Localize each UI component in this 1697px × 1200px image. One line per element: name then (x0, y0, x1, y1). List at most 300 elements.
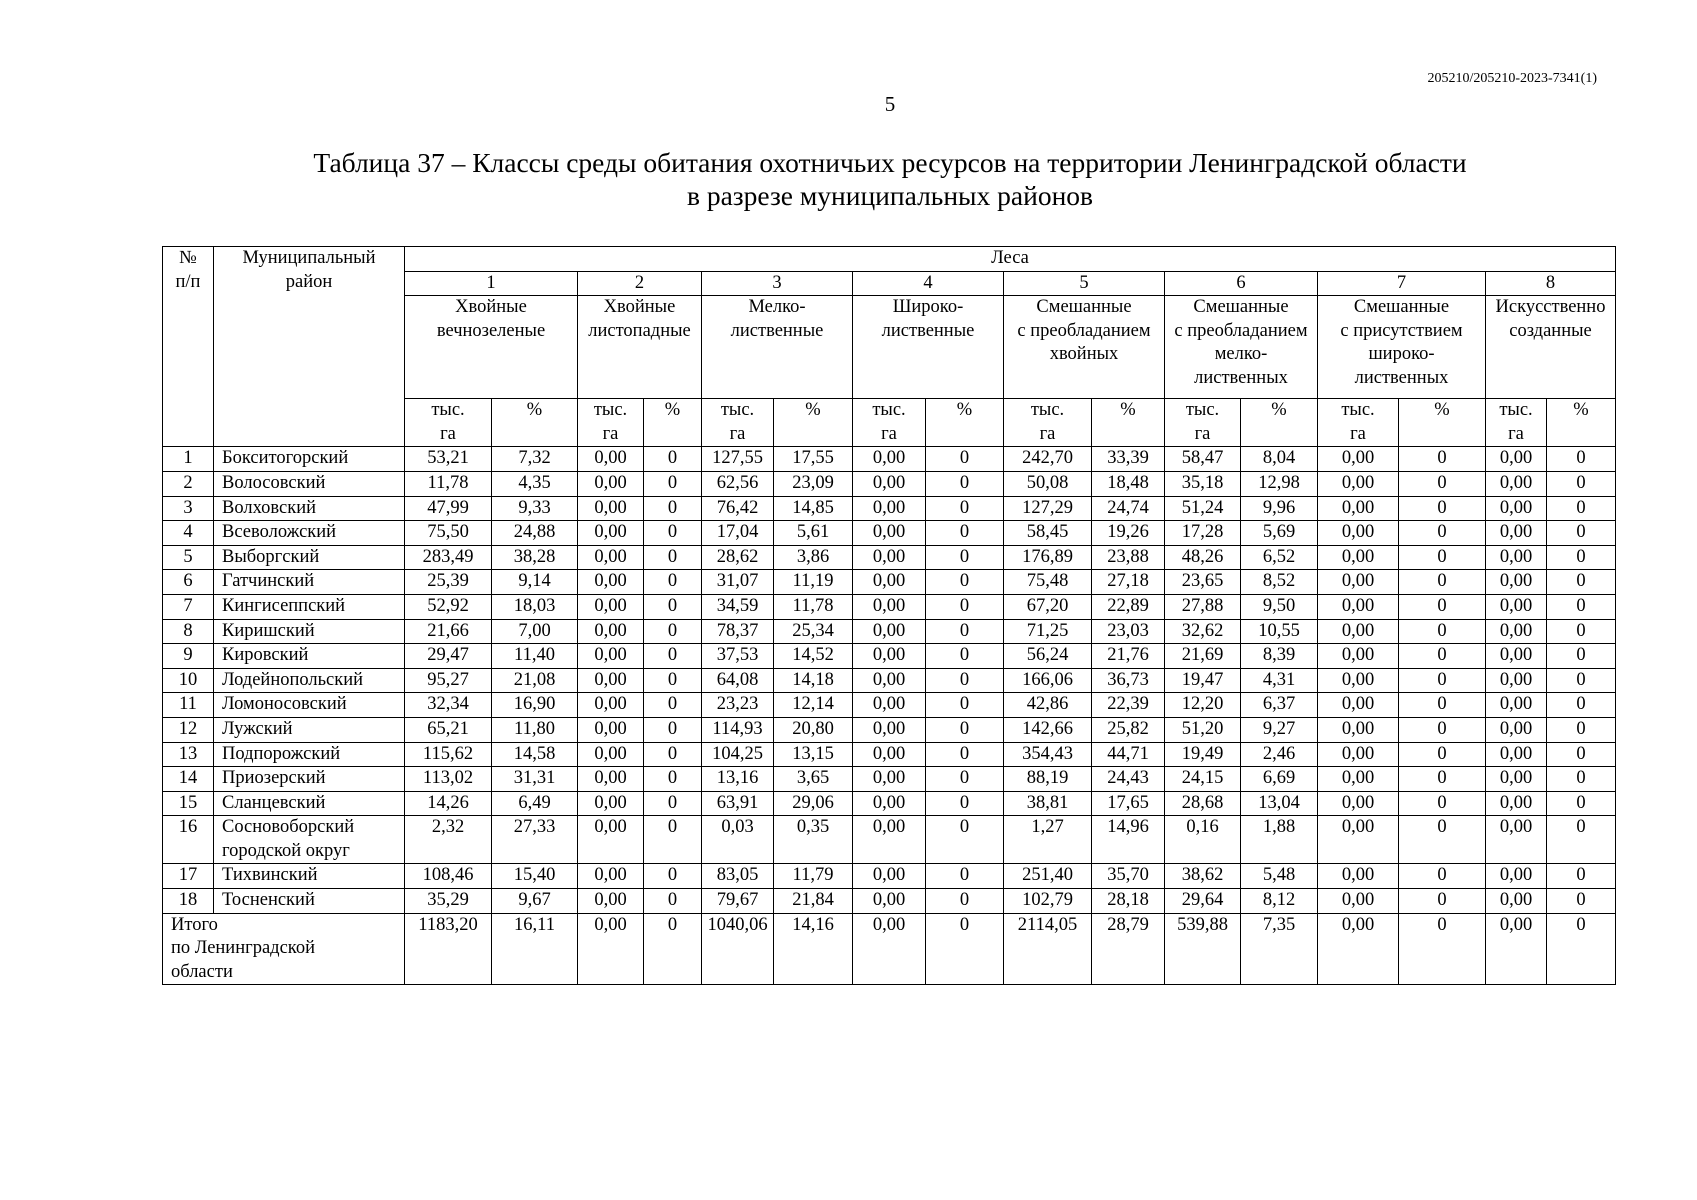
value-cell: 0,00 (1318, 889, 1399, 914)
value-cell: 53,21 (405, 447, 492, 472)
value-cell: 28,62 (702, 545, 774, 570)
class-number: 7 (1318, 271, 1486, 296)
value-cell: 0 (644, 791, 702, 816)
value-cell: 12,14 (774, 693, 853, 718)
value-cell: 22,39 (1092, 693, 1165, 718)
class-number: 4 (853, 271, 1004, 296)
value-cell: 0,00 (1318, 570, 1399, 595)
value-cell: 0,00 (1318, 447, 1399, 472)
district-name: Сланцевский (214, 791, 405, 816)
value-cell: 11,80 (492, 717, 578, 742)
value-cell: 24,74 (1092, 496, 1165, 521)
value-cell: 0,00 (1486, 496, 1547, 521)
unit-percent: % (774, 399, 853, 447)
value-cell: 0,00 (1486, 864, 1547, 889)
total-label: Итого по Ленинградской области (163, 913, 405, 985)
value-cell: 0 (644, 889, 702, 914)
value-cell: 0,00 (853, 742, 926, 767)
row-number: 16 (163, 816, 214, 864)
unit-percent: % (1241, 399, 1318, 447)
class-name: Искусственно созданные (1486, 296, 1616, 399)
value-cell: 0 (926, 471, 1004, 496)
value-cell: 0 (644, 767, 702, 792)
value-cell: 0,00 (1486, 889, 1547, 914)
value-cell: 63,91 (702, 791, 774, 816)
header-forests: Леса (405, 247, 1616, 272)
value-cell: 0,00 (853, 521, 926, 546)
value-cell: 0,00 (1318, 717, 1399, 742)
district-name: Кировский (214, 644, 405, 669)
page-number: 5 (884, 92, 896, 116)
value-cell: 25,82 (1092, 717, 1165, 742)
value-cell: 35,18 (1165, 471, 1241, 496)
value-cell: 0 (1547, 889, 1616, 914)
class-name: Широко- лиственные (853, 296, 1004, 399)
table-row (163, 742, 1616, 767)
unit-area: тыс. га (578, 399, 644, 447)
value-cell: 0,00 (1318, 521, 1399, 546)
table-row (163, 471, 1616, 496)
value-cell: 0,00 (853, 570, 926, 595)
unit-area: тыс. га (702, 399, 774, 447)
value-cell: 15,40 (492, 864, 578, 889)
value-cell: 0,00 (578, 889, 644, 914)
table-row (163, 767, 1616, 792)
value-cell: 14,58 (492, 742, 578, 767)
value-cell: 75,48 (1004, 570, 1092, 595)
value-cell: 0 (1399, 791, 1486, 816)
class-name: Смешанные с присутствием широко- лиственных (1318, 296, 1486, 399)
value-cell: 0,00 (1318, 496, 1399, 521)
value-cell: 0 (1547, 816, 1616, 864)
value-cell: 0,35 (774, 816, 853, 864)
value-cell: 4,35 (492, 471, 578, 496)
value-cell: 0,00 (1486, 791, 1547, 816)
value-cell: 176,89 (1004, 545, 1092, 570)
unit-percent: % (1092, 399, 1165, 447)
value-cell: 104,25 (702, 742, 774, 767)
value-cell: 10,55 (1241, 619, 1318, 644)
class-number: 3 (702, 271, 853, 296)
value-cell: 37,53 (702, 644, 774, 669)
value-cell: 0,00 (1486, 668, 1547, 693)
value-cell: 0,00 (1486, 619, 1547, 644)
value-cell: 7,00 (492, 619, 578, 644)
value-cell: 23,09 (774, 471, 853, 496)
value-cell: 115,62 (405, 742, 492, 767)
value-cell: 0,00 (853, 889, 926, 914)
value-cell: 5,61 (774, 521, 853, 546)
table-row (163, 521, 1616, 546)
table-row (163, 594, 1616, 619)
value-cell: 27,18 (1092, 570, 1165, 595)
value-cell: 21,69 (1165, 644, 1241, 669)
value-cell: 17,65 (1092, 791, 1165, 816)
value-cell: 1,88 (1241, 816, 1318, 864)
value-cell: 0,00 (578, 644, 644, 669)
value-cell: 83,05 (702, 864, 774, 889)
value-cell: 0 (644, 816, 702, 864)
value-cell: 28,18 (1092, 889, 1165, 914)
value-cell: 142,66 (1004, 717, 1092, 742)
value-cell: 12,98 (1241, 471, 1318, 496)
table-row (163, 619, 1616, 644)
total-value: 0,00 (1318, 913, 1399, 985)
value-cell: 6,37 (1241, 693, 1318, 718)
value-cell: 0,16 (1165, 816, 1241, 864)
total-value: 0,00 (853, 913, 926, 985)
value-cell: 0,00 (853, 447, 926, 472)
value-cell: 38,62 (1165, 864, 1241, 889)
value-cell: 13,04 (1241, 791, 1318, 816)
value-cell: 29,47 (405, 644, 492, 669)
value-cell: 113,02 (405, 767, 492, 792)
value-cell: 0 (1547, 570, 1616, 595)
value-cell: 0 (644, 668, 702, 693)
row-number: 3 (163, 496, 214, 521)
value-cell: 0 (644, 496, 702, 521)
district-name: Кингисеппский (214, 594, 405, 619)
value-cell: 8,39 (1241, 644, 1318, 669)
value-cell: 76,42 (702, 496, 774, 521)
value-cell: 35,29 (405, 889, 492, 914)
row-number: 14 (163, 767, 214, 792)
value-cell: 0 (1547, 545, 1616, 570)
table-row (163, 496, 1616, 521)
value-cell: 47,99 (405, 496, 492, 521)
value-cell: 0,00 (578, 717, 644, 742)
value-cell: 51,20 (1165, 717, 1241, 742)
district-name: Тихвинский (214, 864, 405, 889)
value-cell: 0 (1399, 644, 1486, 669)
value-cell: 67,20 (1004, 594, 1092, 619)
value-cell: 0,00 (1486, 471, 1547, 496)
value-cell: 27,33 (492, 816, 578, 864)
value-cell: 0,00 (853, 717, 926, 742)
total-value: 1040,06 (702, 913, 774, 985)
value-cell: 33,39 (1092, 447, 1165, 472)
value-cell: 0,00 (1318, 668, 1399, 693)
row-number: 18 (163, 889, 214, 914)
value-cell: 0 (1399, 447, 1486, 472)
value-cell: 0 (1399, 889, 1486, 914)
class-name: Мелко- лиственные (702, 296, 853, 399)
value-cell: 14,18 (774, 668, 853, 693)
value-cell: 0,00 (1486, 644, 1547, 669)
value-cell: 0 (1547, 791, 1616, 816)
value-cell: 65,21 (405, 717, 492, 742)
value-cell: 0 (926, 447, 1004, 472)
district-name: Всеволожский (214, 521, 405, 546)
value-cell: 0,00 (578, 471, 644, 496)
district-name: Ломоносовский (214, 693, 405, 718)
value-cell: 0,00 (1486, 717, 1547, 742)
value-cell: 0,00 (578, 767, 644, 792)
value-cell: 6,49 (492, 791, 578, 816)
value-cell: 1,27 (1004, 816, 1092, 864)
value-cell: 0,00 (1486, 594, 1547, 619)
value-cell: 0 (644, 742, 702, 767)
table-row (163, 864, 1616, 889)
value-cell: 114,93 (702, 717, 774, 742)
value-cell: 0 (1547, 717, 1616, 742)
value-cell: 0 (1547, 693, 1616, 718)
value-cell: 0 (644, 570, 702, 595)
value-cell: 9,50 (1241, 594, 1318, 619)
value-cell: 38,81 (1004, 791, 1092, 816)
total-value: 0,00 (578, 913, 644, 985)
value-cell: 0,00 (578, 693, 644, 718)
district-name: Бокситогорский (214, 447, 405, 472)
value-cell: 0 (1399, 619, 1486, 644)
district-name: Сосновоборский городской округ (214, 816, 405, 864)
value-cell: 9,96 (1241, 496, 1318, 521)
value-cell: 42,86 (1004, 693, 1092, 718)
value-cell: 0,00 (1486, 447, 1547, 472)
value-cell: 0 (1547, 471, 1616, 496)
unit-percent: % (1399, 399, 1486, 447)
value-cell: 19,47 (1165, 668, 1241, 693)
value-cell: 0,00 (578, 668, 644, 693)
value-cell: 0 (1399, 471, 1486, 496)
value-cell: 0 (1399, 668, 1486, 693)
value-cell: 0,00 (853, 619, 926, 644)
value-cell: 25,34 (774, 619, 853, 644)
value-cell: 31,31 (492, 767, 578, 792)
value-cell: 0,00 (1318, 471, 1399, 496)
value-cell: 0 (926, 594, 1004, 619)
value-cell: 0 (926, 668, 1004, 693)
value-cell: 14,26 (405, 791, 492, 816)
value-cell: 0 (926, 816, 1004, 864)
value-cell: 0,00 (1486, 521, 1547, 546)
value-cell: 14,85 (774, 496, 853, 521)
value-cell: 21,08 (492, 668, 578, 693)
value-cell: 0 (926, 717, 1004, 742)
value-cell: 34,59 (702, 594, 774, 619)
value-cell: 0,00 (1318, 742, 1399, 767)
value-cell: 56,24 (1004, 644, 1092, 669)
value-cell: 0,00 (1318, 644, 1399, 669)
value-cell: 6,52 (1241, 545, 1318, 570)
value-cell: 14,52 (774, 644, 853, 669)
value-cell: 13,16 (702, 767, 774, 792)
value-cell: 0 (644, 545, 702, 570)
class-name: Хвойные вечнозеленые (405, 296, 578, 399)
value-cell: 0,00 (1486, 570, 1547, 595)
class-name: Смешанные с преобладанием хвойных (1004, 296, 1165, 399)
value-cell: 11,78 (774, 594, 853, 619)
value-cell: 0 (1547, 864, 1616, 889)
value-cell: 11,78 (405, 471, 492, 496)
habitat-classes-table (162, 246, 1616, 985)
value-cell: 0,00 (578, 864, 644, 889)
class-number: 8 (1486, 271, 1616, 296)
value-cell: 21,76 (1092, 644, 1165, 669)
value-cell: 36,73 (1092, 668, 1165, 693)
value-cell: 38,28 (492, 545, 578, 570)
row-number: 9 (163, 644, 214, 669)
value-cell: 0 (926, 545, 1004, 570)
value-cell: 0,00 (578, 816, 644, 864)
value-cell: 11,79 (774, 864, 853, 889)
total-value: 2114,05 (1004, 913, 1092, 985)
row-number: 12 (163, 717, 214, 742)
value-cell: 0,00 (578, 619, 644, 644)
value-cell: 35,70 (1092, 864, 1165, 889)
value-cell: 0,00 (1486, 545, 1547, 570)
value-cell: 0 (644, 447, 702, 472)
total-value: 28,79 (1092, 913, 1165, 985)
value-cell: 0,00 (853, 496, 926, 521)
value-cell: 24,43 (1092, 767, 1165, 792)
row-number: 17 (163, 864, 214, 889)
value-cell: 0 (1547, 496, 1616, 521)
row-number: 7 (163, 594, 214, 619)
value-cell: 0 (1547, 742, 1616, 767)
value-cell: 0 (926, 864, 1004, 889)
value-cell: 0,00 (853, 545, 926, 570)
class-number: 1 (405, 271, 578, 296)
value-cell: 0 (926, 496, 1004, 521)
row-number: 1 (163, 447, 214, 472)
value-cell: 0,00 (853, 644, 926, 669)
class-number: 2 (578, 271, 702, 296)
value-cell: 23,65 (1165, 570, 1241, 595)
header-row-1 (163, 247, 1616, 272)
value-cell: 0 (1399, 594, 1486, 619)
value-cell: 29,64 (1165, 889, 1241, 914)
value-cell: 24,15 (1165, 767, 1241, 792)
value-cell: 0 (644, 471, 702, 496)
document-id: 205210/205210-2023-7341(1) (1427, 71, 1597, 86)
unit-area: тыс. га (1318, 399, 1399, 447)
value-cell: 251,40 (1004, 864, 1092, 889)
row-number: 5 (163, 545, 214, 570)
value-cell: 7,32 (492, 447, 578, 472)
title-line-2: в разрезе муниципальных районов (686, 180, 1094, 211)
value-cell: 52,92 (405, 594, 492, 619)
value-cell: 0,00 (578, 545, 644, 570)
district-name: Киришский (214, 619, 405, 644)
value-cell: 32,62 (1165, 619, 1241, 644)
value-cell: 28,68 (1165, 791, 1241, 816)
unit-percent: % (1547, 399, 1616, 447)
value-cell: 0 (644, 644, 702, 669)
row-number: 15 (163, 791, 214, 816)
value-cell: 0 (926, 619, 1004, 644)
value-cell: 0 (644, 717, 702, 742)
value-cell: 0,00 (1486, 816, 1547, 864)
value-cell: 0,00 (1486, 767, 1547, 792)
total-value: 0 (926, 913, 1004, 985)
value-cell: 8,12 (1241, 889, 1318, 914)
value-cell: 8,04 (1241, 447, 1318, 472)
district-name: Подпорожский (214, 742, 405, 767)
value-cell: 0 (644, 521, 702, 546)
value-cell: 0 (926, 644, 1004, 669)
value-cell: 0 (926, 791, 1004, 816)
value-cell: 14,96 (1092, 816, 1165, 864)
value-cell: 21,84 (774, 889, 853, 914)
title-line-1: Таблица 37 – Классы среды обитания охотничьих ресурсов на территории Ленинградской области (313, 147, 1467, 178)
row-number: 8 (163, 619, 214, 644)
value-cell: 0,00 (1318, 594, 1399, 619)
value-cell: 102,79 (1004, 889, 1092, 914)
value-cell: 0 (926, 570, 1004, 595)
district-name: Гатчинский (214, 570, 405, 595)
total-value: 0 (1547, 913, 1616, 985)
value-cell: 0 (1399, 767, 1486, 792)
value-cell: 2,32 (405, 816, 492, 864)
unit-percent: % (644, 399, 702, 447)
value-cell: 0 (644, 693, 702, 718)
header-num: № п/п (163, 247, 214, 447)
value-cell: 0,00 (578, 791, 644, 816)
value-cell: 9,33 (492, 496, 578, 521)
value-cell: 0 (926, 767, 1004, 792)
unit-area: тыс. га (1004, 399, 1092, 447)
value-cell: 50,08 (1004, 471, 1092, 496)
value-cell: 22,89 (1092, 594, 1165, 619)
value-cell: 27,88 (1165, 594, 1241, 619)
value-cell: 88,19 (1004, 767, 1092, 792)
value-cell: 23,23 (702, 693, 774, 718)
value-cell: 0 (1399, 496, 1486, 521)
value-cell: 0 (1547, 644, 1616, 669)
value-cell: 0,00 (1486, 693, 1547, 718)
value-cell: 19,26 (1092, 521, 1165, 546)
table-row (163, 570, 1616, 595)
value-cell: 44,71 (1092, 742, 1165, 767)
row-number: 2 (163, 471, 214, 496)
value-cell: 0 (926, 889, 1004, 914)
value-cell: 23,03 (1092, 619, 1165, 644)
value-cell: 11,19 (774, 570, 853, 595)
total-value: 0 (644, 913, 702, 985)
row-number: 6 (163, 570, 214, 595)
class-name: Хвойные листопадные (578, 296, 702, 399)
value-cell: 0,00 (1486, 742, 1547, 767)
unit-area: тыс. га (853, 399, 926, 447)
value-cell: 18,48 (1092, 471, 1165, 496)
unit-area: тыс. га (405, 399, 492, 447)
total-row (163, 913, 1616, 985)
value-cell: 51,24 (1165, 496, 1241, 521)
value-cell: 0,03 (702, 816, 774, 864)
value-cell: 0,00 (853, 471, 926, 496)
value-cell: 17,04 (702, 521, 774, 546)
value-cell: 23,88 (1092, 545, 1165, 570)
page-title (0, 146, 1697, 212)
value-cell: 0 (926, 521, 1004, 546)
value-cell: 0,00 (853, 864, 926, 889)
value-cell: 0,00 (853, 816, 926, 864)
value-cell: 0 (1399, 693, 1486, 718)
value-cell: 0,00 (578, 521, 644, 546)
value-cell: 48,26 (1165, 545, 1241, 570)
table-row (163, 545, 1616, 570)
district-name: Волосовский (214, 471, 405, 496)
value-cell: 0 (1547, 521, 1616, 546)
value-cell: 58,47 (1165, 447, 1241, 472)
value-cell: 18,03 (492, 594, 578, 619)
table-row (163, 816, 1616, 864)
value-cell: 0 (1547, 767, 1616, 792)
value-cell: 283,49 (405, 545, 492, 570)
value-cell: 0 (644, 864, 702, 889)
value-cell: 0,00 (853, 767, 926, 792)
